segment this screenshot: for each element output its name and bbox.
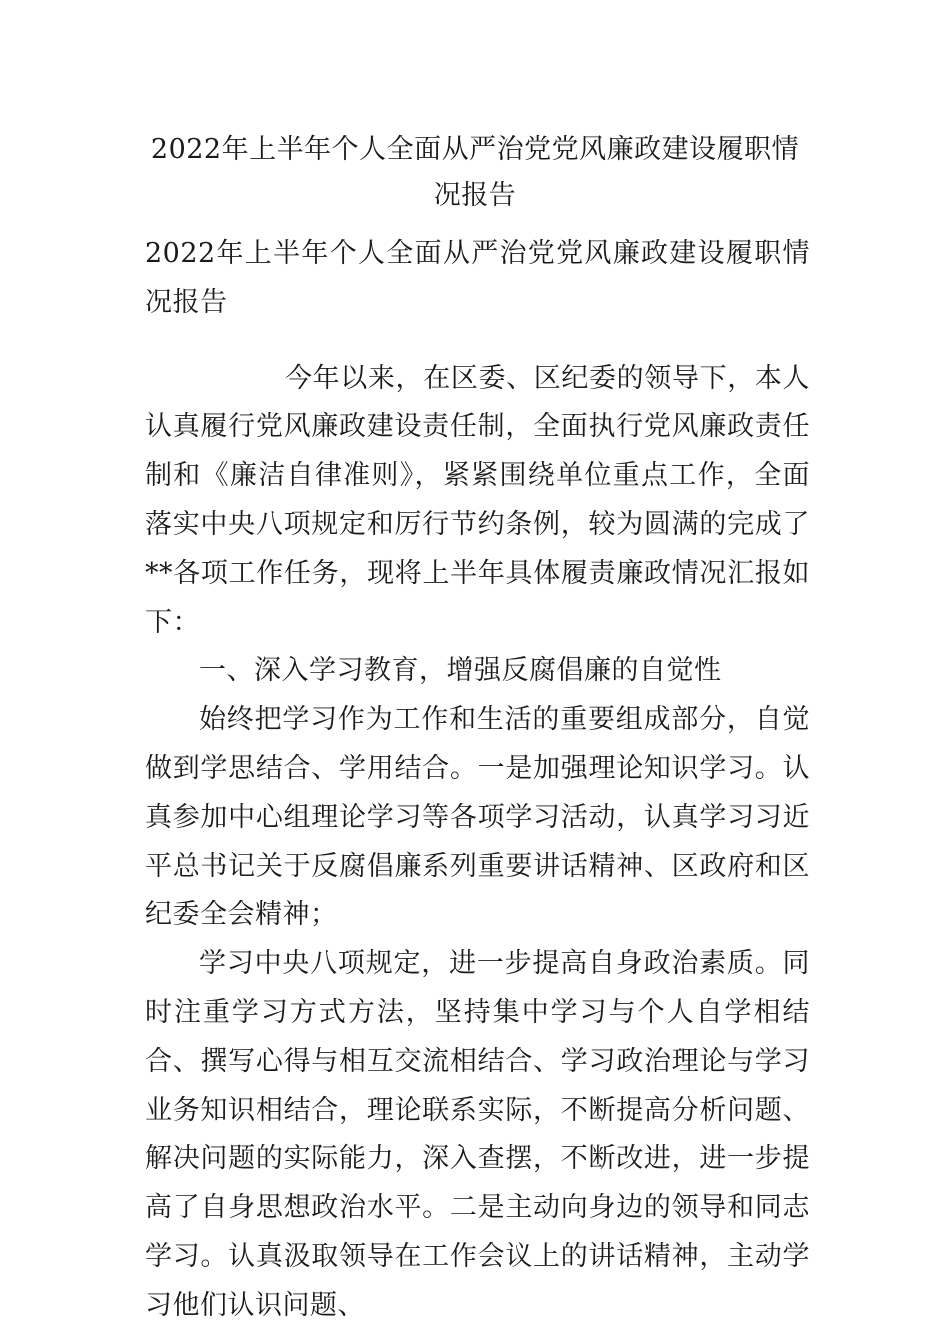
paragraph-intro: 今年以来，在区委、区纪委的领导下，本人认真履行党风廉政建设责任制，全面执行党风廉政责任制和《廉洁自律准则》，紧紧围绕单位重点工作，全面落实中央八项规定和厉行节约条例，较为圆满的完成了**各项工作任务，现将上半年具体履责廉政情况汇报如下： bbox=[145, 362, 810, 638]
paragraph-regulations: 学习中央八项规定，进一步提高自身政治素质。同时注重学习方式方法，坚持集中学习与个人自学相结合、撰写心得与相互交流相结合、学习政治理论与学习业务知识相结合，理论联系实际，不断提高分析问题、解决问题的实际能力，深入查摆，不断改进，进一步提高了自身思想政治水平。二是主动向身边的领导和同志学习。认真汲取领导在工作会议上的讲话精神，主动学习他们认识问题、 bbox=[145, 948, 810, 1321]
document-title: 2022年上半年个人全面从严治党党风廉政建设履职情况报告 bbox=[150, 134, 800, 211]
section-heading: 一、深入学习教育，增强反腐倡廉的自觉性 bbox=[199, 655, 722, 687]
document-body bbox=[145, 230, 810, 1331]
paragraph-study: 始终把学习作为工作和生活的重要组成部分，自觉做到学思结合、学用结合。一是加强理论知识学习。认真参加中心组理论学习等各项学习活动，认真学习习近平总书记关于反腐倡廉系列重要讲话精神、区政府和区纪委全会精神； bbox=[145, 704, 810, 931]
document-subtitle: 2022年上半年个人全面从严治党党风廉政建设履职情况报告 bbox=[145, 238, 810, 318]
